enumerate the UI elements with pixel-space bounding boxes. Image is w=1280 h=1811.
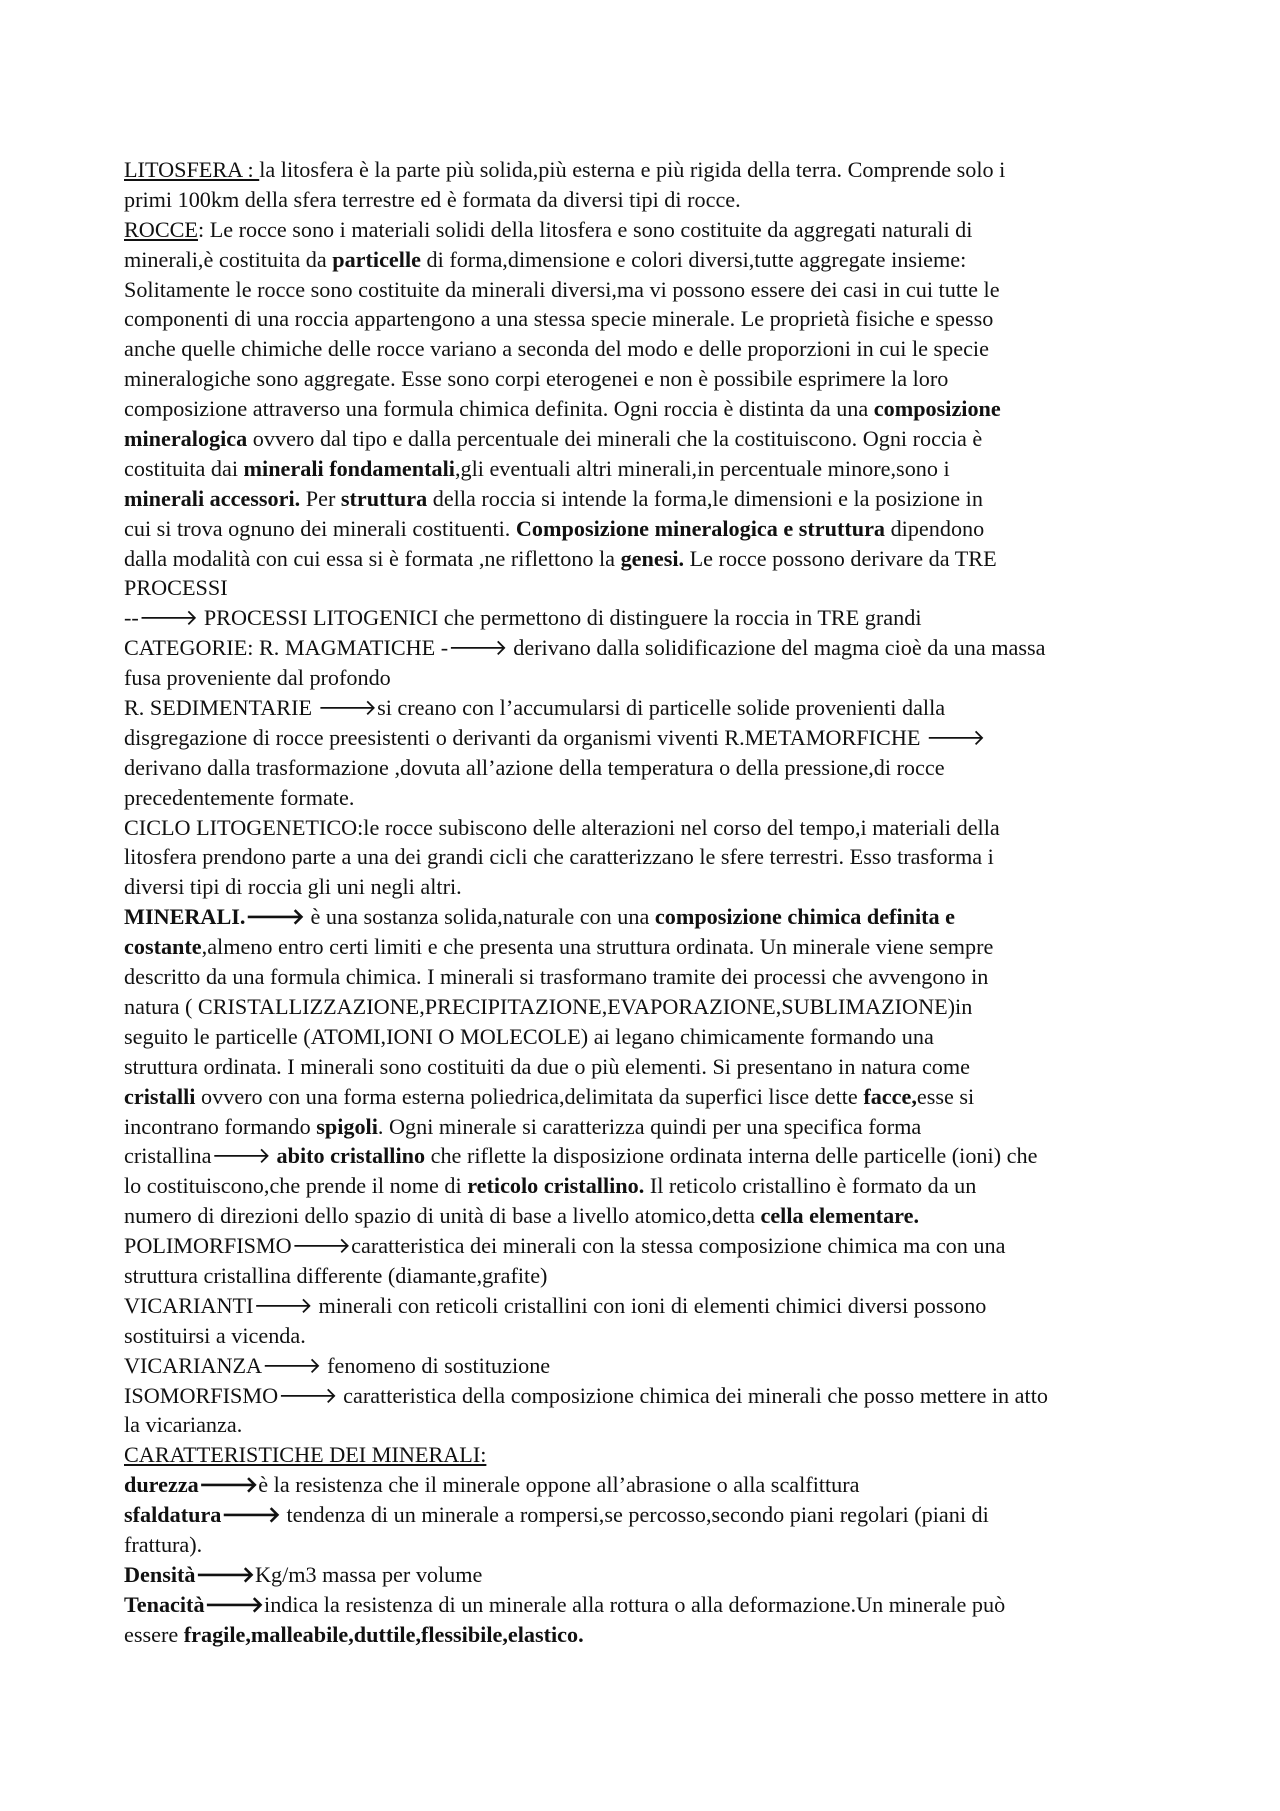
text-line bbox=[124, 842, 1174, 872]
text-run: dalla modalità con cui essa si è formata ,ne riflettono la bbox=[124, 545, 621, 571]
text-line bbox=[124, 753, 1174, 783]
text-run: composizione attraverso una formula chimica definita. Ogni roccia è distinta da una bbox=[124, 396, 874, 422]
text-line bbox=[124, 1560, 1174, 1590]
text-run: esse si bbox=[916, 1083, 975, 1109]
text-line bbox=[124, 962, 1174, 992]
bold-term: facce, bbox=[863, 1083, 917, 1109]
text-line bbox=[124, 1620, 1174, 1650]
text-line bbox=[124, 215, 1174, 245]
bold-term: minerali accessori. bbox=[124, 485, 301, 511]
bold-term: cella elementare. bbox=[760, 1203, 920, 1229]
text-line bbox=[124, 1500, 1174, 1530]
bold-term: composizione bbox=[873, 396, 1001, 422]
text-line bbox=[124, 723, 1174, 753]
bold-term: fragile,malleabile,duttile,flessibile,elastico. bbox=[183, 1621, 584, 1647]
bold-term: Composizione mineralogica e struttura bbox=[515, 515, 886, 541]
text-line bbox=[124, 364, 1174, 394]
text-run: primi 100km della sfera terrestre ed è formata da diversi tipi di rocce. bbox=[124, 186, 741, 212]
text-run: della roccia si intende la forma,le dimensioni e la posizione in bbox=[427, 485, 983, 511]
text-line bbox=[124, 1440, 1174, 1470]
text-run: anche quelle chimiche delle rocce variano a seconda del modo e delle proporzioni in cui le specie bbox=[124, 336, 989, 362]
text-line bbox=[124, 1530, 1174, 1560]
text-run: Il reticolo cristallino è formato da un bbox=[644, 1173, 977, 1199]
bold-term: particelle bbox=[332, 246, 421, 272]
text-line bbox=[124, 394, 1174, 424]
text-run: cristallina🡒 bbox=[124, 1143, 277, 1169]
text-line bbox=[124, 813, 1174, 843]
text-line bbox=[124, 573, 1174, 603]
underlined-heading: ROCCE bbox=[124, 216, 198, 242]
text-line bbox=[124, 1052, 1174, 1082]
text-run: sostituirsi a vicenda. bbox=[124, 1322, 306, 1348]
text-run: la vicarianza. bbox=[124, 1412, 243, 1438]
text-run: : Le rocce sono i materiali solidi della litosfera e sono costituite da aggregati naturali di bbox=[197, 216, 973, 242]
text-line bbox=[124, 1022, 1174, 1052]
text-line bbox=[124, 872, 1174, 902]
text-run: componenti di una roccia appartengono a una stessa specie minerale. Le proprietà fisiche e spesso bbox=[124, 306, 994, 332]
text-line bbox=[124, 245, 1174, 275]
text-run: è una sostanza solida,naturale con una bbox=[304, 904, 655, 930]
text-line bbox=[124, 1261, 1174, 1291]
text-run: numero di direzioni dello spazio di unità di base a livello atomico,detta bbox=[124, 1203, 761, 1229]
text-run: POLIMORFISMO🡒caratteristica dei minerali con la stessa composizione chimica ma con una bbox=[124, 1233, 1006, 1259]
bold-term: durezza🡒 bbox=[124, 1472, 259, 1498]
text-line bbox=[124, 1082, 1174, 1112]
text-run: litosfera prendono parte a una dei grandi cicli che caratterizzano le sfere terrestri. Esso trasforma i bbox=[124, 844, 994, 870]
text-line bbox=[124, 693, 1174, 723]
text-line bbox=[124, 663, 1174, 693]
text-line bbox=[124, 783, 1174, 813]
text-run: ISOMORFISMO🡒 caratteristica della composizione chimica dei minerali che posso mettere in atto bbox=[124, 1382, 1048, 1408]
bold-term: reticolo cristallino. bbox=[467, 1173, 645, 1199]
text-run: . Ogni minerale si caratterizza quindi per una specifica forma bbox=[377, 1113, 922, 1139]
underlined-heading: LITOSFERA : bbox=[124, 157, 260, 182]
text-line bbox=[124, 275, 1174, 305]
text-run: precedentemente formate. bbox=[124, 784, 355, 810]
text-run: diversi tipi di roccia gli uni negli altri. bbox=[124, 874, 462, 900]
text-line bbox=[124, 932, 1174, 962]
text-line bbox=[124, 514, 1174, 544]
text-line bbox=[124, 304, 1174, 334]
text-line bbox=[124, 544, 1174, 574]
bold-term: minerali fondamentali bbox=[243, 455, 455, 481]
bold-term: spigoli bbox=[316, 1113, 378, 1139]
text-line bbox=[124, 484, 1174, 514]
bold-term: Tenacità🡒 bbox=[124, 1591, 265, 1617]
text-run: lo costituiscono,che prende il nome di bbox=[124, 1173, 468, 1199]
text-line bbox=[124, 1112, 1174, 1142]
text-run: struttura cristallina differente (diamante,grafite) bbox=[124, 1262, 548, 1288]
text-run: cui si trova ognuno dei minerali costituenti. bbox=[124, 515, 516, 541]
bold-term: costante bbox=[124, 934, 202, 960]
text-line bbox=[124, 424, 1174, 454]
text-line bbox=[124, 992, 1174, 1022]
bold-term: Densità🡒 bbox=[124, 1561, 255, 1587]
bold-term: composizione chimica definita e bbox=[654, 904, 955, 930]
bold-term: cristalli bbox=[124, 1083, 196, 1109]
text-line bbox=[124, 1141, 1174, 1171]
text-run: indica la resistenza di un minerale alla rottura o alla deformazione.Un minerale può bbox=[264, 1591, 1006, 1617]
text-line bbox=[124, 1321, 1174, 1351]
text-line bbox=[124, 1381, 1174, 1411]
text-run: natura ( CRISTALLIZZAZIONE,PRECIPITAZIONE,EVAPORAZIONE,SUBLIMAZIONE)in bbox=[124, 993, 973, 1019]
text-run: Kg/m3 massa per volume bbox=[255, 1561, 483, 1587]
text-run: la litosfera è la parte più solida,più esterna e più rigida della terra. Comprende solo i bbox=[259, 157, 1006, 182]
text-run: essere bbox=[124, 1621, 184, 1647]
text-run: ovvero dal tipo e dalla percentuale dei minerali che la costituiscono. Ogni roccia è bbox=[247, 426, 983, 452]
text-line bbox=[124, 603, 1174, 633]
text-run: Per bbox=[300, 485, 341, 511]
text-run: descritto da una formula chimica. I minerali si trasformano tramite dei processi che avvengono in bbox=[124, 964, 989, 990]
text-run: fusa proveniente dal profondo bbox=[124, 665, 391, 691]
document-page bbox=[124, 155, 1174, 1650]
text-line bbox=[124, 1590, 1174, 1620]
text-run: che riflette la disposizione ordinata interna delle particelle (ioni) che bbox=[425, 1143, 1038, 1169]
text-run: struttura ordinata. I minerali sono costituiti da due o più elementi. Si presentano in natura come bbox=[124, 1053, 970, 1079]
text-line bbox=[124, 1351, 1174, 1381]
bold-term: genesi. bbox=[620, 545, 685, 571]
text-run: VICARIANTI🡒 minerali con reticoli cristallini con ioni di elementi chimici diversi possono bbox=[124, 1292, 987, 1318]
text-line bbox=[124, 334, 1174, 364]
text-line bbox=[124, 454, 1174, 484]
text-line bbox=[124, 902, 1174, 932]
text-run: costituita dai bbox=[124, 455, 244, 481]
text-run: seguito le particelle (ATOMI,IONI O MOLECOLE) ai legano chimicamente formando una bbox=[124, 1023, 934, 1049]
text-run: dipendono bbox=[885, 515, 985, 541]
text-line bbox=[124, 185, 1174, 215]
text-run: CATEGORIE: R. MAGMATICHE -🡒 derivano dalla solidificazione del magma cioè da una massa bbox=[124, 635, 1046, 661]
text-run: ovvero con una forma esterna poliedrica,delimitata da superfici lisce dette bbox=[195, 1083, 864, 1109]
text-run: --🡒 PROCESSI LITOGENICI che permettono di distinguere la roccia in TRE grandi bbox=[124, 605, 922, 631]
text-run: derivano dalla trasformazione ,dovuta all’azione della temperatura o della pressione,di rocce bbox=[124, 754, 945, 780]
text-run: PROCESSI bbox=[124, 575, 228, 601]
text-line bbox=[124, 1470, 1174, 1500]
text-run: Solitamente le rocce sono costituite da minerali diversi,ma vi possono essere dei casi in cui tutte le bbox=[124, 276, 1000, 302]
text-run: ,gli eventuali altri minerali,in percentuale minore,sono i bbox=[454, 455, 950, 481]
text-run: Le rocce possono derivare da TRE bbox=[684, 545, 997, 571]
text-line bbox=[124, 155, 1174, 185]
text-run: di forma,dimensione e colori diversi,tutte aggregate insieme: bbox=[420, 246, 967, 272]
text-run: R. SEDIMENTARIE 🡒si creano con l’accumularsi di particelle solide provenienti dalla bbox=[124, 695, 946, 721]
text-run: minerali,è costituita da bbox=[124, 246, 333, 272]
text-line bbox=[124, 1231, 1174, 1261]
text-run: frattura). bbox=[124, 1531, 203, 1557]
text-run: tendenza di un minerale a rompersi,se percosso,secondo piani regolari (piani di bbox=[280, 1502, 989, 1528]
bold-term: sfaldatura🡒 bbox=[124, 1502, 281, 1528]
text-line bbox=[124, 1291, 1174, 1321]
bold-term: mineralogica bbox=[124, 426, 248, 452]
text-run: è la resistenza che il minerale oppone all’abrasione o alla scalfittura bbox=[258, 1472, 860, 1498]
text-run: ,almeno entro certi limiti e che presenta una struttura ordinata. Un minerale viene sempre bbox=[201, 934, 994, 960]
text-run: CICLO LITOGENETICO:le rocce subiscono delle alterazioni nel corso del tempo,i materiali della bbox=[124, 814, 1000, 840]
bold-term: abito cristallino bbox=[276, 1143, 426, 1169]
text-line bbox=[124, 1410, 1174, 1440]
text-run: incontrano formando bbox=[124, 1113, 317, 1139]
text-line bbox=[124, 633, 1174, 663]
bold-term: MINERALI.🡒 bbox=[124, 904, 305, 930]
underlined-heading: CARATTERISTICHE DEI MINERALI: bbox=[124, 1442, 487, 1468]
text-run: mineralogiche sono aggregate. Esse sono corpi eterogenei e non è possibile esprimere la loro bbox=[124, 366, 949, 392]
text-run: disgregazione di rocce preesistenti o derivanti da organismi viventi R.METAMORFICHE 🡒 bbox=[124, 724, 986, 750]
text-line bbox=[124, 1201, 1174, 1231]
text-run: VICARIANZA🡒 fenomeno di sostituzione bbox=[124, 1352, 551, 1378]
bold-term: struttura bbox=[340, 485, 428, 511]
text-line bbox=[124, 1171, 1174, 1201]
